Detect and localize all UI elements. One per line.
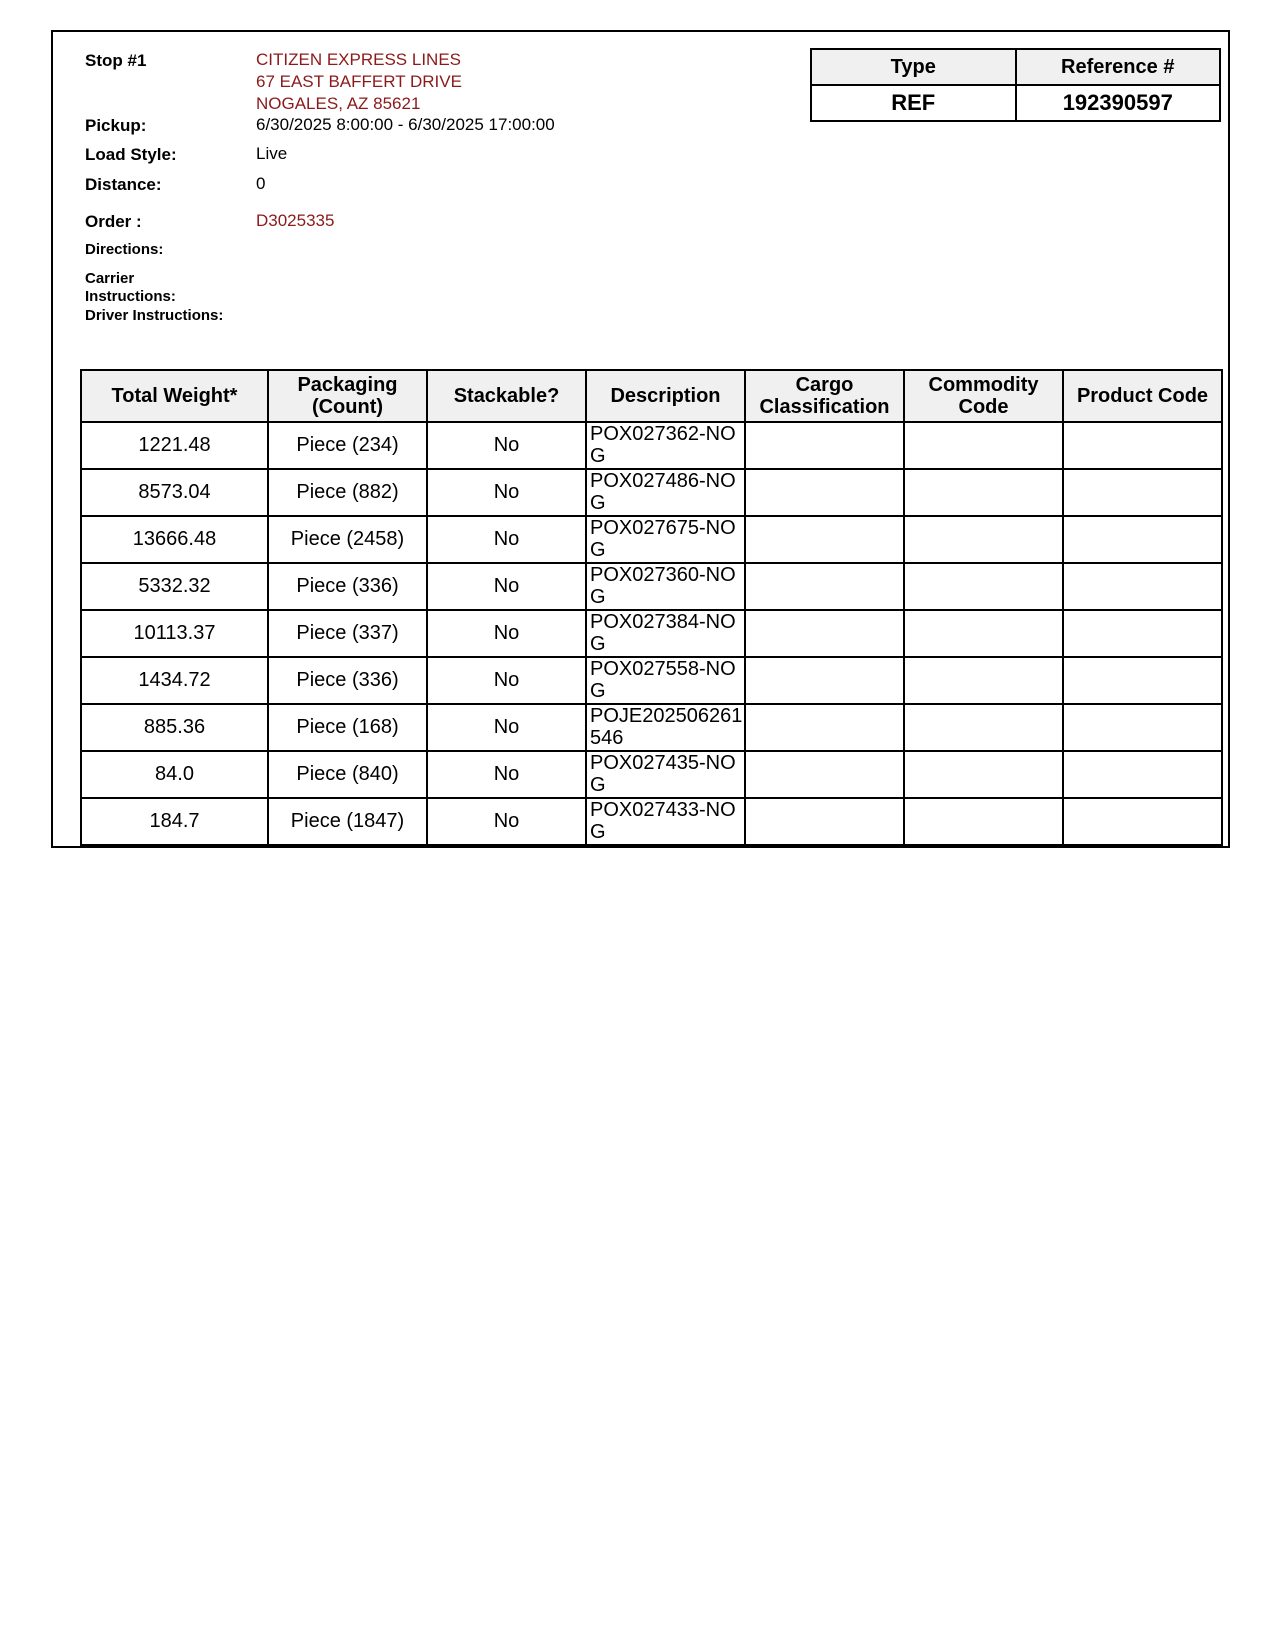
cargo-classification-cell [745, 751, 904, 798]
cargo-classification-cell [745, 657, 904, 704]
total-weight-cell: 184.7 [81, 798, 268, 845]
total-weight-header [81, 370, 268, 422]
description-header [586, 370, 745, 422]
stackable-cell: No [427, 751, 586, 798]
product-code-cell [1063, 751, 1222, 798]
description-cell: POX027435-NOG [586, 751, 745, 798]
cargo-classification-cell [745, 516, 904, 563]
total-weight-cell: 1221.48 [81, 422, 268, 469]
packaging-cell: Piece (1847) [268, 798, 427, 845]
order-value: D3025335 [256, 211, 335, 230]
reference-header-row [811, 49, 1220, 85]
stackable-header-text: Stackable? [453, 385, 560, 407]
product-code-cell [1063, 563, 1222, 610]
description-cell: POX027558-NOG [586, 657, 745, 704]
table-row [81, 657, 1222, 704]
reference-table [810, 48, 1221, 122]
commodity-code-header [904, 370, 1063, 422]
product-code-cell [1063, 704, 1222, 751]
distance-label: Distance: [85, 175, 162, 194]
description-cell: POX027486-NOG [586, 469, 745, 516]
packaging-header [268, 370, 427, 422]
cargo-classification-header-line2: Classification [759, 396, 890, 418]
stackable-cell: No [427, 657, 586, 704]
packaging-cell: Piece (336) [268, 563, 427, 610]
stackable-cell: No [427, 563, 586, 610]
description-cell: POX027433-NOG [586, 798, 745, 845]
product-code-cell [1063, 422, 1222, 469]
commodity-code-cell [904, 469, 1063, 516]
stop-address-line2: 67 EAST BAFFERT DRIVE [256, 72, 462, 91]
cargo-classification-cell [745, 563, 904, 610]
directions-label: Directions: [85, 241, 164, 258]
cargo-classification-header-line1: Cargo [795, 374, 854, 396]
table-row [81, 563, 1222, 610]
description-cell: POX027675-NOG [586, 516, 745, 563]
cargo-classification-cell [745, 610, 904, 657]
description-cell: POX027360-NOG [586, 563, 745, 610]
total-weight-cell: 84.0 [81, 751, 268, 798]
total-weight-cell: 10113.37 [81, 610, 268, 657]
commodity-code-cell [904, 516, 1063, 563]
commodity-code-cell [904, 704, 1063, 751]
cargo-classification-header [745, 370, 904, 422]
distance-value: 0 [256, 174, 266, 193]
table-row [81, 516, 1222, 563]
total-weight-cell: 8573.04 [81, 469, 268, 516]
load-style-label: Load Style: [85, 145, 177, 164]
reference-number-header: Reference # [1016, 49, 1221, 85]
stop-address-line3: NOGALES, AZ 85621 [256, 94, 421, 113]
product-code-header-text: Product Code [1076, 385, 1209, 407]
total-weight-cell: 5332.32 [81, 563, 268, 610]
table-row [81, 798, 1222, 845]
packaging-cell: Piece (2458) [268, 516, 427, 563]
product-code-cell [1063, 657, 1222, 704]
total-weight-header-text: Total Weight* [111, 385, 238, 407]
stackable-cell: No [427, 422, 586, 469]
cargo-table [80, 369, 1223, 846]
commodity-code-cell [904, 798, 1063, 845]
cargo-classification-cell [745, 704, 904, 751]
cargo-classification-cell [745, 798, 904, 845]
commodity-code-header-line2: Code [958, 396, 1009, 418]
cargo-classification-cell [745, 422, 904, 469]
table-row [81, 469, 1222, 516]
reference-type-header: Type [811, 49, 1016, 85]
reference-number-value: 192390597 [1016, 85, 1221, 121]
commodity-code-header-line1: Commodity [928, 374, 1039, 396]
stackable-cell: No [427, 516, 586, 563]
table-row [81, 704, 1222, 751]
product-code-header [1063, 370, 1222, 422]
table-row [81, 610, 1222, 657]
description-cell: POX027384-NOG [586, 610, 745, 657]
packaging-cell: Piece (882) [268, 469, 427, 516]
stackable-cell: No [427, 610, 586, 657]
stackable-cell: No [427, 469, 586, 516]
order-label: Order : [85, 212, 142, 231]
commodity-code-cell [904, 657, 1063, 704]
cargo-classification-cell [745, 469, 904, 516]
product-code-cell [1063, 610, 1222, 657]
description-cell: POX027362-NOG [586, 422, 745, 469]
stop-address-line1: CITIZEN EXPRESS LINES [256, 50, 461, 69]
packaging-cell: Piece (840) [268, 751, 427, 798]
commodity-code-cell [904, 563, 1063, 610]
product-code-cell [1063, 516, 1222, 563]
load-style-value: Live [256, 144, 288, 163]
commodity-code-cell [904, 751, 1063, 798]
stackable-cell: No [427, 704, 586, 751]
carrier-instructions-label-line1: Carrier [85, 270, 135, 287]
cargo-header-row [81, 370, 1222, 422]
total-weight-cell: 13666.48 [81, 516, 268, 563]
packaging-cell: Piece (234) [268, 422, 427, 469]
packaging-cell: Piece (336) [268, 657, 427, 704]
carrier-instructions-label-line2: Instructions: [85, 288, 176, 305]
description-cell: POJE202506261546 [586, 704, 745, 751]
stackable-cell: No [427, 798, 586, 845]
packaging-header-line1: Packaging [297, 374, 398, 396]
commodity-code-cell [904, 610, 1063, 657]
total-weight-cell: 885.36 [81, 704, 268, 751]
product-code-cell [1063, 469, 1222, 516]
driver-instructions-label: Driver Instructions: [85, 307, 224, 324]
pickup-label: Pickup: [85, 116, 147, 135]
packaging-cell: Piece (337) [268, 610, 427, 657]
stop-label: Stop #1 [85, 51, 147, 70]
total-weight-cell: 1434.72 [81, 657, 268, 704]
pickup-value: 6/30/2025 8:00:00 - 6/30/2025 17:00:00 [256, 115, 555, 134]
table-row [81, 422, 1222, 469]
stackable-header [427, 370, 586, 422]
reference-type-value: REF [811, 85, 1016, 121]
description-header-text: Description [610, 385, 721, 407]
packaging-header-line2: (Count) [311, 396, 384, 418]
commodity-code-cell [904, 422, 1063, 469]
packaging-cell: Piece (168) [268, 704, 427, 751]
table-row [81, 751, 1222, 798]
reference-value-row [811, 85, 1220, 121]
product-code-cell [1063, 798, 1222, 845]
